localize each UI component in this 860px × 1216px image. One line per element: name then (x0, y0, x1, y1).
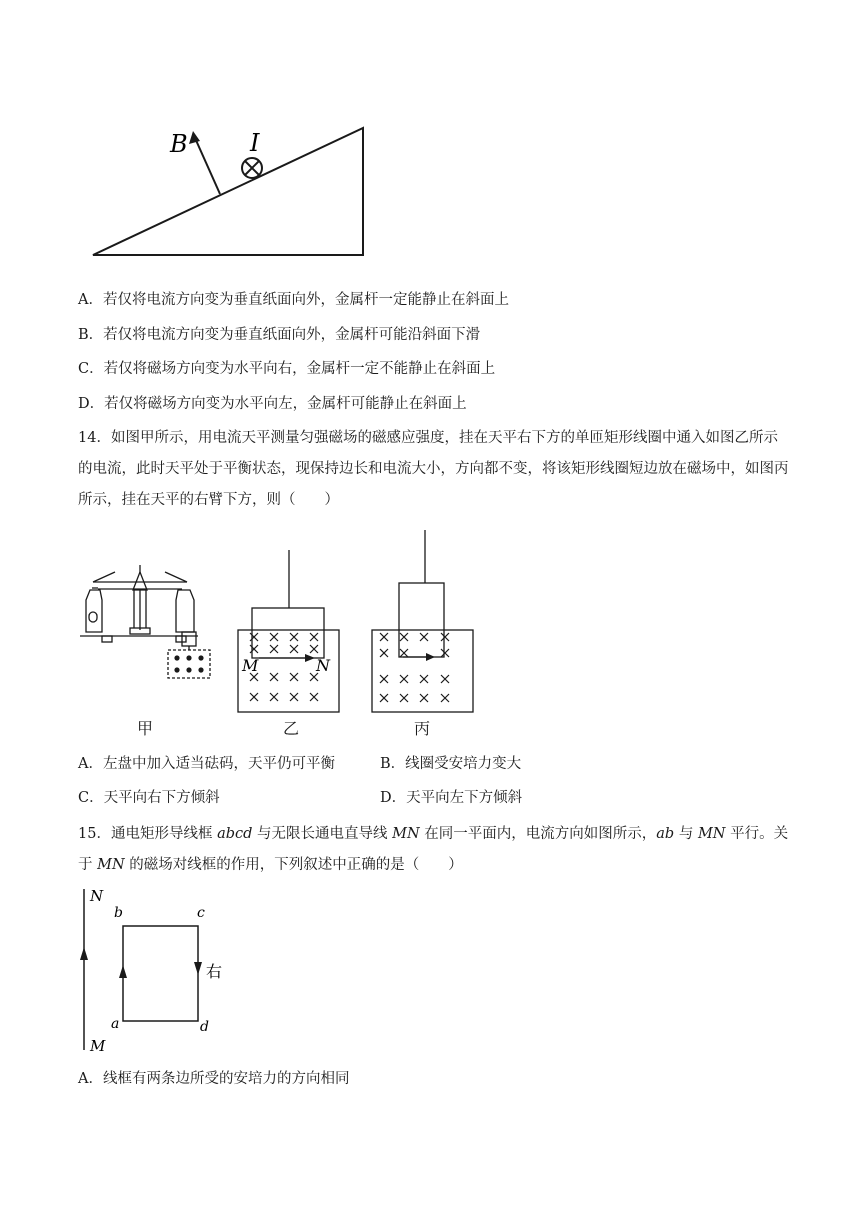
label-right: 右 (206, 962, 223, 981)
q13-option-a: A．若仅将电流方向变为垂直纸面向外，金属杆一定能静止在斜面上 (78, 292, 509, 308)
wire-loop-figure (76, 885, 246, 1055)
figure-label-bing: 丙 (414, 719, 431, 738)
loop-abcd (123, 926, 198, 1021)
label-M-yi: M (242, 656, 259, 675)
incline-triangle (93, 128, 363, 255)
field-arrow-B (195, 138, 220, 194)
q14-option-d: D．天平向左下方倾斜 (380, 790, 523, 806)
figure-label-yi: 乙 (283, 719, 300, 738)
q13-option-d: D．若仅将磁场方向变为水平向左，金属杆可能静止在斜面上 (78, 396, 467, 412)
coil-figure-bing (371, 530, 481, 715)
incline-figure (80, 120, 380, 265)
q13-option-c: C．若仅将磁场方向变为水平向右，金属杆一定不能静止在斜面上 (78, 361, 496, 377)
q14-option-a: A．左盘中加入适当砝码，天平仍可平衡 (78, 756, 335, 772)
balance-figure-jia (80, 560, 215, 685)
q13-option-b: B．若仅将电流方向变为垂直纸面向外，金属杆可能沿斜面下滑 (78, 327, 481, 343)
label-d: d (200, 1019, 209, 1035)
label-B: B (170, 130, 188, 158)
label-b: b (114, 905, 123, 921)
q15-stem: 15．通电矩形导线框 abcd 与无限长通电直导线 MN 在同一平面内，电流方向如图所示，ab 与 MN 平行。关于 MN 的磁场对线框的作用，下列叙述中正确的是（ ） (78, 826, 789, 873)
label-I: I (250, 129, 260, 157)
q14-option-c: C．天平向右下方倾斜 (78, 790, 220, 806)
figure-label-jia: 甲 (137, 719, 154, 738)
q14-option-b: B．线圈受安培力变大 (380, 756, 522, 772)
label-c: c (197, 905, 205, 921)
label-N: N (90, 887, 104, 905)
q14-stem: 14．如图甲所示，用电流天平测量匀强磁场的磁感应强度，挂在天平右下方的单匝矩形线圈中通入如图乙所示的电流，此时天平处于平衡状态，现保持边长和电流大小，方向都不变，将该矩形线圈短边放在磁场中，如图丙所示，挂在天平的右臂下方，则（ ） (78, 430, 789, 508)
coil-figure-yi (237, 550, 347, 715)
q15-option-a: A．线框有两条边所受的安培力的方向相同 (78, 1071, 350, 1087)
label-a: a (111, 1016, 120, 1032)
label-M: M (90, 1037, 106, 1055)
label-N-yi: N (316, 656, 330, 675)
